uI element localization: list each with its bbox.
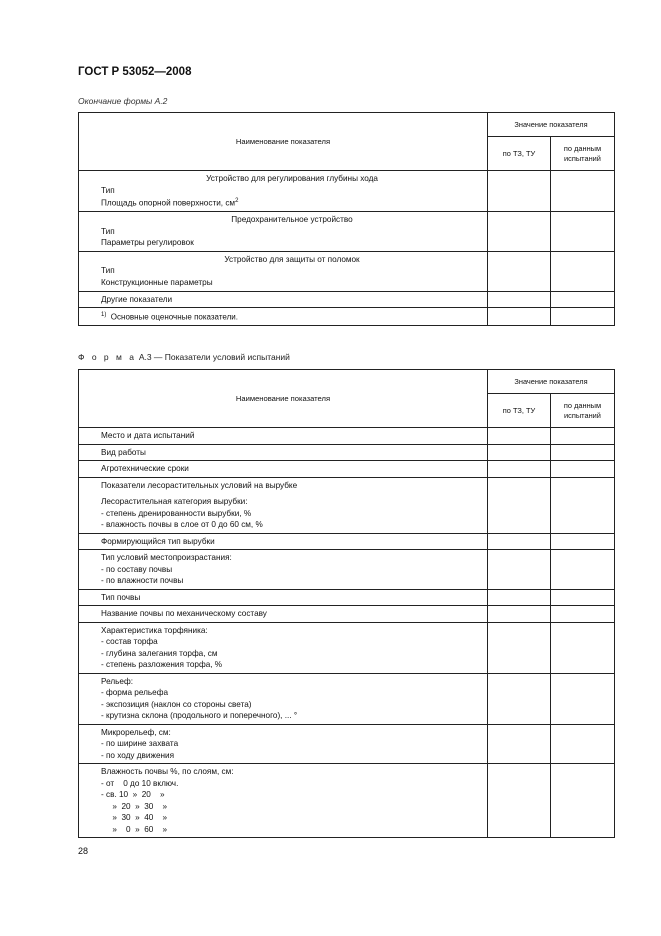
row-line: - по влажности почвы — [101, 576, 184, 585]
row-name-cell — [79, 533, 488, 550]
row-name-cell — [79, 461, 488, 478]
value-cell-tz — [488, 606, 551, 623]
value-cell-test — [551, 308, 615, 326]
column-header-name: Наименование показателя — [79, 113, 488, 171]
value-cell-tz — [488, 764, 551, 838]
value-cell-test — [551, 673, 615, 724]
table-row — [79, 251, 488, 291]
value-cell-tz — [488, 622, 551, 673]
column-header-tz: по ТЗ, ТУ — [488, 137, 551, 171]
column-header-test: по данным испытаний — [551, 394, 615, 428]
row-line: Место и дата испытаний — [101, 431, 195, 440]
table2-caption — [78, 352, 290, 362]
row-name-cell — [79, 428, 488, 445]
row-line: - по составу почвы — [101, 564, 173, 574]
value-cell-test — [551, 212, 615, 252]
row-line: » 30 » 40 » — [101, 813, 167, 822]
table-row — [79, 171, 488, 212]
row-item: Тип — [101, 266, 115, 276]
value-cell-tz — [488, 171, 551, 212]
footnote-mark: 1) — [101, 312, 107, 319]
row-line: Вид работы — [101, 447, 146, 457]
table-row — [79, 444, 615, 461]
value-cell-tz — [488, 308, 551, 326]
row-line: - форма рельефа — [101, 688, 169, 697]
value-cell-test — [551, 550, 615, 590]
row-line: - экспозиция (наклон со стороны света) — [101, 699, 252, 709]
value-cell-test — [551, 444, 615, 461]
row-line: Микрорельеф, см: — [101, 727, 171, 737]
column-header-test: по данным испытаний — [551, 137, 615, 171]
standard-header: ГОСТ Р 53052—2008 — [78, 66, 192, 78]
value-cell-test — [551, 533, 615, 550]
row-item: Тип — [101, 226, 115, 236]
value-cell-tz — [488, 724, 551, 764]
row-line: - степень дренированности вырубки, % — [101, 508, 252, 518]
row-name-cell — [79, 444, 488, 461]
row-line: » 20 » 30 » — [101, 801, 167, 811]
row-item: Конструкционные параметры — [101, 277, 213, 287]
column-header-value: Значение показателя — [488, 370, 615, 394]
row-name-cell — [79, 622, 488, 673]
row-line: Формирующийся тип вырубки — [101, 536, 215, 546]
row-line: Характеристика торфяника: — [101, 625, 208, 635]
value-cell-test — [551, 724, 615, 764]
table-row — [79, 533, 615, 550]
table-row — [79, 606, 615, 623]
value-cell-test — [551, 171, 615, 212]
row-name-cell — [79, 764, 488, 838]
row-line: - крутизна склона (продольного и поперечного), ... ° — [101, 711, 298, 720]
table-row — [79, 622, 615, 673]
table-row: Другие показатели — [79, 291, 488, 308]
value-cell-tz — [488, 291, 551, 308]
value-cell-test — [551, 589, 615, 606]
value-cell-tz — [488, 444, 551, 461]
row-line: Название почвы по механическому составу — [101, 609, 267, 618]
row-name-cell — [79, 724, 488, 764]
footnote-text: Основные оценочные показатели. — [110, 312, 238, 322]
table-form-a2 — [78, 112, 615, 326]
value-cell-tz — [488, 461, 551, 478]
value-cell-test — [551, 606, 615, 623]
row-item: Параметры регулировок — [101, 238, 194, 248]
group-title: Устройство для защиты от поломок — [224, 254, 360, 264]
row-line: Тип почвы — [101, 592, 141, 602]
row-item: Тип — [101, 185, 115, 195]
column-header-value: Значение показателя — [488, 113, 615, 137]
table-row — [79, 673, 615, 724]
table-form-a3 — [78, 369, 615, 838]
row-line: - по ширине захвата — [101, 739, 179, 748]
column-header-tz: по ТЗ, ТУ — [488, 394, 551, 428]
page-number: 28 — [78, 846, 89, 856]
value-cell-test — [551, 461, 615, 478]
table2-body — [79, 428, 615, 838]
superscript: 2 — [235, 198, 239, 204]
footnote-row — [79, 308, 488, 326]
value-cell-test — [551, 622, 615, 673]
table-row — [79, 428, 615, 445]
row-line: - влажность почвы в слое от 0 до 60 см, % — [101, 520, 263, 529]
row-line: - состав торфа — [101, 637, 158, 646]
table-row — [79, 212, 488, 252]
row-name-cell — [79, 673, 488, 724]
table1-caption: Окончание формы А.2 — [78, 96, 168, 106]
row-name-cell — [79, 550, 488, 590]
value-cell-tz — [488, 212, 551, 252]
row-line: - от 0 до 10 включ. — [101, 778, 179, 788]
value-cell-tz — [488, 550, 551, 590]
row-line: Показатели лесорастительных условий на вырубке — [101, 480, 298, 490]
value-cell-tz — [488, 673, 551, 724]
caption-rest: А.3 — Показатели условий испытаний — [138, 352, 290, 362]
row-line: Агротехнические сроки — [101, 464, 189, 473]
group-title: Устройство для регулирования глубины хода — [206, 174, 378, 183]
row-item-area — [101, 196, 483, 209]
value-cell-tz — [488, 428, 551, 445]
table-row — [79, 461, 615, 478]
value-cell-test — [551, 291, 615, 308]
table-row — [79, 724, 615, 764]
value-cell-tz — [488, 477, 551, 533]
value-cell-tz — [488, 533, 551, 550]
value-cell-tz — [488, 251, 551, 291]
row-name-cell — [79, 477, 488, 533]
value-cell-test — [551, 477, 615, 533]
group-title: Предохранительное устройство — [231, 215, 353, 225]
row-line: - по ходу движения — [101, 750, 175, 760]
value-cell-test — [551, 428, 615, 445]
row-name-cell — [79, 606, 488, 623]
row-name-cell — [79, 589, 488, 606]
row-line: Рельеф: — [101, 676, 133, 686]
row-line: - св. 10 » 20 » — [101, 790, 165, 799]
value-cell-test — [551, 764, 615, 838]
row-item: Площадь опорной поверхности, см — [101, 198, 236, 208]
row-line: - степень разложения торфа, % — [101, 660, 223, 669]
column-header-name: Наименование показателя — [79, 370, 488, 428]
row-line: Влажность почвы %, по слоям, см: — [101, 767, 234, 776]
table-row — [79, 550, 615, 590]
row-line: » 0 » 60 » — [101, 824, 167, 834]
value-cell-test — [551, 251, 615, 291]
table-row — [79, 589, 615, 606]
table-row — [79, 764, 615, 838]
row-line: - глубина залегания торфа, см — [101, 648, 218, 658]
row-line: Тип условий местопроизрастания: — [101, 553, 232, 562]
row-line: Лесорастительная категория вырубки: — [101, 497, 248, 506]
value-cell-tz — [488, 589, 551, 606]
caption-prefix: Ф о р м а — [78, 352, 137, 362]
table-row — [79, 477, 615, 533]
